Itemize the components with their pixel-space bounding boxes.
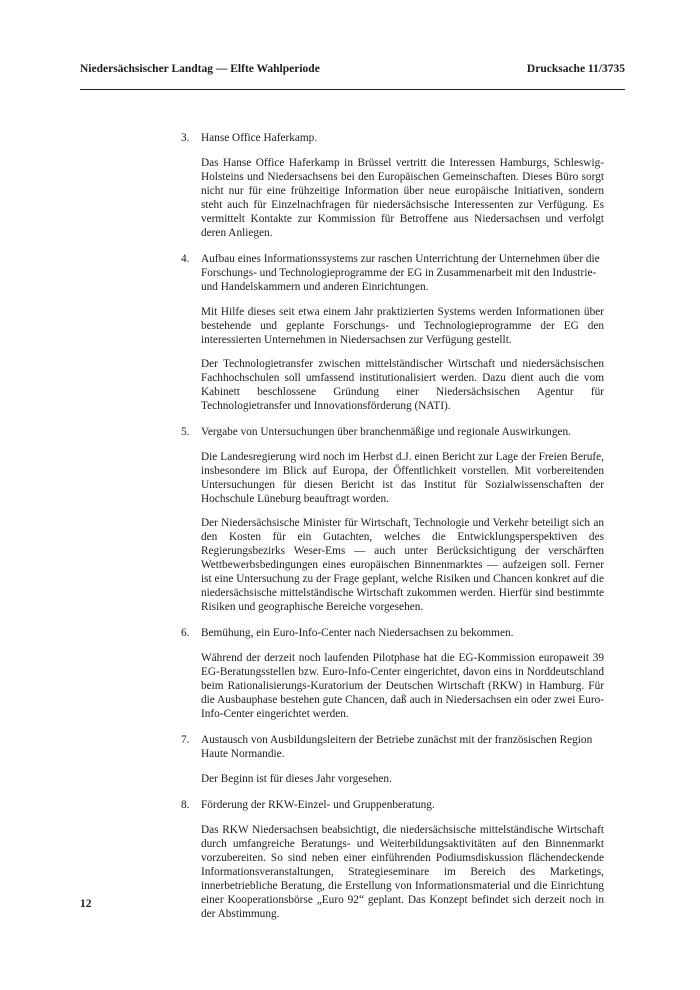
item-heading-text: Vergabe von Untersuchungen über branchenmäßige und regionale Auswirkungen. bbox=[201, 426, 571, 438]
item-number: 7. bbox=[181, 734, 190, 746]
item-3-heading bbox=[181, 131, 604, 145]
item-8-heading bbox=[181, 798, 604, 812]
page-header bbox=[80, 63, 625, 79]
item-7-heading bbox=[181, 733, 604, 761]
paragraph: Das RKW Niedersachsen beabsichtigt, die niedersächsische mittelständische Wirtschaft durch umfangreiche Beratungs- und Weiterbildungsaktivitäten auf den Binnenmarkt vorzubereiten. So sind neben einer einführenden Podiumsdiskussion flächendeckende Informationsveranstaltungen, Strategieseminare im Bereich des Marketings, innerbetriebliche Beratung, die Erstellung von Informationsmaterial und die Einrichtung einer Kooperationsbörse „Euro 92“ geplant. Das Konzept befindet sich derzeit noch in der Abstimmung. bbox=[201, 824, 604, 920]
paragraph: Die Landesregierung wird noch im Herbst d.J. einen Bericht zur Lage der Freien Berufe, insbesondere im Blick auf Europa, der Öffentlichkeit vorstellen. Mit vorbereitenden Untersuchungen für diesen Bericht ist das Institut für Sozialwissenschaften der Hochschule Lüneburg beauftragt worden. bbox=[201, 451, 604, 505]
item-5-heading bbox=[181, 425, 604, 439]
item-4-heading bbox=[181, 252, 604, 294]
item-number: 3. bbox=[181, 132, 190, 144]
paragraph: Der Beginn ist für dieses Jahr vorgesehen. bbox=[201, 773, 392, 785]
item-heading-text: Hanse Office Haferkamp. bbox=[201, 132, 318, 144]
paragraph: Mit Hilfe dieses seit etwa einem Jahr praktizierten Systems werden Informationen über bestehende und geplante Forschungs- und Technologieprogramme der EG den interessierten Unternehmen in Niedersachsen zur Verfügung gestellt. bbox=[201, 306, 604, 346]
item-number: 4. bbox=[181, 253, 190, 265]
item-heading-text: Aufbau eines Informationssystems zur raschen Unterrichtung der Unternehmen über die Forschungs- und Technologieprogramme der EG in Zusammenarbeit mit den Industrie- und Handelskammern und anderen Einrichtungen. bbox=[201, 253, 600, 293]
document-body bbox=[181, 131, 604, 933]
document-number: Drucksache 11/3735 bbox=[526, 63, 625, 75]
paragraph: Der Technologietransfer zwischen mittelständischer Wirtschaft und niedersächsischen Fachhochschulen soll umfassend institutionalisiert werden. Dazu dient auch die vom Kabinett beschlossene Gründung einer Niedersächsischen Agentur für Technologietransfer und Innovationsförderung (NATI). bbox=[201, 358, 604, 412]
paragraph: Das Hanse Office Haferkamp in Brüssel vertritt die Interessen Hamburgs, Schleswig-Holsteins und Niedersachsens bei den Europäischen Gemeinschaften. Dieses Büro sorgt nicht nur für eine frühzeitige Information über neue europäische Initiativen, sondern steht auch für Einzelnachfragen für niedersächsische Interessenten zur Verfügung. Es vermittelt Kontakte zur Kommission für Betroffene aus Niedersachsen und verfolgt deren Anliegen. bbox=[201, 157, 604, 239]
item-heading-text: Förderung der RKW-Einzel- und Gruppenberatung. bbox=[201, 799, 435, 811]
page-number: 12 bbox=[80, 898, 92, 910]
paragraph: Während der derzeit noch laufenden Pilotphase hat die EG-Kommission europaweit 39 EG-Beratungsstellen bzw. Euro-Info-Center eingerichtet, davon eins in Norddeutschland beim Rationalisierungs-Kuratorium der Deutschen Wirtschaft (RKW) in Hamburg. Für die Ausbauphase bestehen gute Chancen, daß auch in Niedersachsen ein oder zwei Euro-Info-Center eingerichtet werden. bbox=[201, 652, 604, 720]
item-number: 5. bbox=[181, 426, 190, 438]
paragraph: Der Niedersächsische Minister für Wirtschaft, Technologie und Verkehr beteiligt sich an den Kosten für ein Gutachten, welches die Entwicklungsperspektiven des Regierungsbezirks Weser-Ems — auch unter Berücksichtigung der verschärften Wettbewerbsbedingungen eines europäischen Binnenmarktes — aufzeigen soll. Ferner ist eine Untersuchung zu der Frage geplant, welche Risiken und Chancen konkret auf die niedersächsische mittelständische Wirtschaft zukommen werden. Hierfür sind bestimmte Risiken und geographische Bereiche vorgesehen. bbox=[201, 517, 604, 613]
header-rule bbox=[80, 89, 625, 90]
item-heading-text: Austausch von Ausbildungsleitern der Betriebe zunächst mit der französischen Region Haute Normandie. bbox=[201, 734, 593, 760]
item-heading-text: Bemühung, ein Euro-Info-Center nach Niedersachsen zu bekommen. bbox=[201, 627, 514, 639]
item-number: 6. bbox=[181, 627, 190, 639]
item-number: 8. bbox=[181, 799, 190, 811]
item-6-heading bbox=[181, 626, 604, 640]
header-title: Niedersächsischer Landtag — Elfte Wahlperiode bbox=[80, 63, 320, 75]
